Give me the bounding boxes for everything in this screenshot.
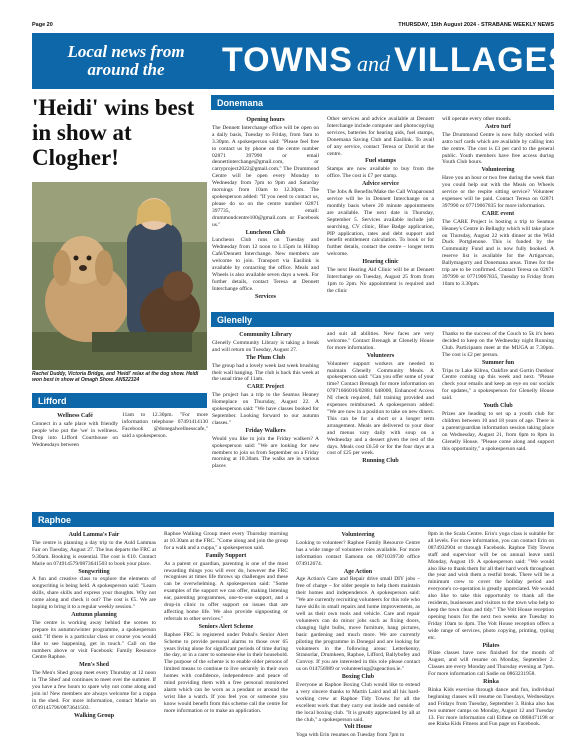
donemana-col3 — [442, 116, 554, 288]
body-paragraph: and suit all abilities. New faces are very welcome." Contact Brenagh at Glenelly House for more information. — [327, 331, 434, 351]
subheading: CARE Project — [246, 384, 285, 391]
subheading: Volt House — [344, 724, 372, 731]
raphoe-col3 — [296, 531, 420, 737]
subheading: The Plum Club — [245, 354, 286, 361]
subheading: Community Library — [239, 332, 292, 338]
body-paragraph: The Drummond Centre is now fully stocked with astro turf cards which are available by calling into the centre. The cost is £3 per card to the general public. Youth members have free access during Youth Club hours. — [442, 131, 554, 166]
banner-subtitle — [46, 43, 206, 79]
subheading: Youth Club — [483, 403, 513, 410]
body-paragraph: The Men's Shed group meet every Thursday at 12 noon in 'The Shed' and continues to meet over the summer. If you have a few hours to spare why not come along and join in! New members are always welcome for a cuppa in the shed. For more information, contact Marie on 0749145796/0873641503. — [32, 670, 156, 711]
subheading: Volunteering — [341, 532, 375, 538]
body-paragraph: The next Hearing Aid Clinic will be at Dennett Interchange on Tuesday, August 25 from from 1pm to 2pm. No appointment is required and the clinic — [327, 267, 434, 294]
subheading: Walking Group — [73, 712, 115, 719]
body-paragraph: Age Action's Care and Repair drive small DIY jobs – free of charge – for older people to help them maintain their homes and independence. A spokesperson said: "We are currently recruiting volunteers for this role who have skills in small repairs and home improvements, as well as their own tools and vehicle. Care and repair volunteers can do minor jobs such as fixing doors, changing light bulbs, move furniture, hang pictures, basic gardening and much more. We are currently piloting the programme in Donegal and are looking for volunteers in the following areas: Letterkenny, Stranorlar, Drumkeen, Raphoe, Lifford, Ballybofey and Convoy. If you are interested in this role please contact us on 014756989 or volunteering@ageaction.ie." — [296, 576, 420, 673]
subheading: Opening hours — [246, 117, 285, 123]
photo-caption: Rachel Duddy, Victoria Bridge, and 'Heidi' relax at the dog show. Heidi won best in show at Omagh Show. AN522324 — [32, 371, 199, 383]
body-paragraph: Trips to Lake Kilrea, Oakfire and Gortin Outdoor Centre coming up this week and next. "Please check your emails and keep an eye on our socials for updates," a spokesperson for Glenelly House said. — [442, 367, 554, 402]
donemana-col2 — [327, 116, 434, 295]
body-paragraph: The centre is planning a day trip to the Auld Lammas Fair on Tuesday, August 27. The bus departs the FRC at 9.30am. Booking is essential. The cost is €10. Contact Marie on 074914579/0873641503 to book your place. — [32, 539, 156, 567]
banner-subtitle-line1: Local news from — [67, 42, 185, 61]
body-paragraph: 11am to 12.30pm. "For more information telephone 07491414130 Facebook @donegalwellnesscafe," said a spokesperson. — [122, 412, 208, 439]
body-paragraph: Have you an hour or two free during the week that you could help out with the Meals on Wheels service or the respite sitting service? Volunteer expenses will be paid. Contact Teresa on 02871 397990 or 07719067835 for more information. — [442, 175, 554, 209]
body-paragraph: The group had a lovely week last week brushing their wall hanging. The club is back this week at the usual time of 11am. — [212, 362, 319, 383]
section-lifford: Lifford — [32, 393, 207, 408]
body-paragraph: Luncheon Club runs on Tuesday and Wednesday from 12 noon to 1.15pm in Hilltop Café/Dennett Interchange. New members are welcome to join. Transport via Easilink is available by contacting the office. Meals and Wheels is also available seven days a week. For further details, contact Teresa at Dennett Interchange office. — [212, 237, 319, 292]
subheading: Age Action — [343, 568, 373, 575]
body-paragraph: Yoga with Erin resumes on Tuesday from 7pm to — [296, 732, 405, 737]
subheading: Auld Lamma's Fair — [68, 532, 120, 538]
donemana-col1 — [212, 116, 319, 302]
subheading: Luncheon Club — [245, 229, 286, 236]
body-paragraph: A fun and creative class to explore the elements of songwriting is being held. A spokesperson said: "Learn skills, share skills and express your thoughts. Why not come along and check it out? The cost is €5. We are hoping to bring it to a regular weekly session." — [32, 576, 156, 611]
body-paragraph: Glenelly Community Library is taking a break and will return on Tuesday, August 27. — [212, 339, 319, 353]
body-paragraph: The Jobs & Benefits/Make the Call Wraparound service will be in Dennett Interchange on a monthly basis where 20 minute appointments are available. The next date is Thursday, September 5. Services available include job searching, CV clinic, Blue Badge application, PIP application, rates and debt support and benefit entitlement calculation. To book or for further details, contact the centre – longer term welcome. — [327, 189, 434, 258]
subheading: Astro turf — [485, 123, 511, 130]
lifford-col1 — [32, 412, 118, 449]
glenelly-col2 — [327, 331, 434, 466]
subheading: Wellness Café — [57, 413, 93, 419]
banner-title-towns: TOWNS — [222, 41, 353, 79]
subheading: Autumn planning — [71, 611, 117, 618]
body-paragraph: will operate every other month. — [442, 116, 512, 122]
glenelly-col3 — [442, 331, 554, 452]
dog-show-photo — [32, 182, 207, 370]
body-paragraph: The Dennett Interchange office will be open on a daily basis, Tuesday to Friday, from 9am to 3.30pm. A spokesperson said: "Please feel free to contact us by phone on the centre number 02871 397990 or email dennettinterchange@gmail.com, or carryproject2022@gmail.com." The Drummond Centre will be open every Monday to Wednesday from 7pm to 9pm and Saturday mornings from 10am to 12.30pm. The spokesperson added: "If you need to contact us, please do so on the centre number 02871 397735, email: drummondcentre100@gmail.com or Facebook us." — [212, 124, 319, 228]
body-paragraph: Pilate classes have now finished for the month of August, and will resume on Monday, September 2. Classes are every Monday and Thursday evening at 7pm. For more information call Sadie on 0863231958. — [428, 650, 554, 678]
raphoe-col4 — [428, 531, 554, 728]
body-paragraph: Rinka Kids exercise through dance and fun, individual beginning classes will resume on Tuesdays, Wednesdays and Fridays from Tuesday, September 3. Rinka also has two summer camps on Monday, August 12 and Tuesday 13. For more information call Eithne on 0868471198 or see Rinka Kids Fitness and Fun page on Facebook. — [428, 686, 554, 728]
raphoe-col1 — [32, 531, 156, 721]
subheading: Boxing Club — [341, 674, 375, 681]
section-glenelly: Glenelly — [211, 312, 554, 327]
subheading: CARE event — [481, 210, 515, 217]
subheading: Family Support — [205, 552, 247, 559]
body-paragraph: Thanks to the success of the Couch to 5k it's been decided to keep on the Wednesday night Running Club. Participants meet at the MUGA at 7.30pm. The cost is £2 per person. — [442, 331, 554, 358]
banner-subtitle-line2: around the — [87, 60, 165, 79]
page-header — [32, 22, 554, 32]
raphoe-col2 — [164, 531, 288, 715]
body-paragraph: 8pm in the Scala Centre. Erin's yoga class is suitable for all levels. For more information, you can contact Erin on 0874932904 or through Facebook. Raphoe Tidy Towns staff and supervisor will be on annual leave until Monday, August 19. A spokesperson said: "We would also like to thank them for all their hard work throughout the year and wish them a restful break. There will be a minimum crew to cover the holiday period and everyone's co-operation is greatly appreciated. We would also like to take this opportunity to thank all the residents, businesses and visitors to the town who help to keep the town clean and tidy." The Volt House reception opening hours for the next two weeks are Tuesday to Friday 10am to 4pm. The Volt House reception offers a wide range of services, photo copying, printing, typing etc. — [428, 531, 554, 641]
body-paragraph: Prizes are heading to set up a youth club for children between 10 and 18 years of age. There is a parent/guardian information session taking place on Wednesday, August 21, from 6pm to 8pm in Glenelly House. "Please come along and support this opportunity," a spokesperson said. — [442, 410, 554, 452]
body-paragraph: Looking to volunteer? Raphoe Family Resource Centre has a wide range of volunteer roles available. For more information contact Eamonn on 0871039730 office 074912674. — [296, 539, 420, 567]
body-paragraph: The project has a trip to the Seamus Heaney Homeplace on Thursday, August 22. A spokesperson said: "We have classes booked for September. Looking forward to our autumn classes." — [212, 392, 319, 426]
banner-title-and: and — [356, 51, 390, 76]
section-donemana: Donemana — [211, 95, 554, 110]
body-paragraph: Everyone at Raphoe Boxing Club would like to extend a very sincere thanks to Martin Laird and all his hard-working crew at Raphoe Tidy Towns for all the excellent work that they carry out inside and outside of the local boxing club. "It is greatly appreciated by all at the club," a spokesperson said. — [296, 682, 420, 723]
subheading: Running Club — [362, 458, 399, 465]
body-paragraph: Other services and advice available at Dennett Interchange include computer and photocopying services, batteries for hearing aids, fuel stamps, Donemana Saving Club and Easilink. To avail of any service, contact Teresa or David at the centre. — [327, 116, 434, 157]
subheading: Friday Walkers — [245, 427, 286, 434]
banner-title — [222, 41, 572, 80]
body-paragraph: Connect in a safe place with friendly people who put the 'we' in wellness. Drop into Lifford Courthouse on Wednesdays between — [32, 420, 118, 448]
subheading: Rinka — [483, 679, 499, 686]
section-banner — [32, 33, 572, 89]
body-paragraph: Stamps are now available to buy from the office. The cost is £7 per stamp. — [327, 166, 434, 180]
body-paragraph: As a parent or guardian, parenting is one of the most rewarding things you will ever do, however the FRC recognises at times life throws up challenges and these can be overwhelming. A spokesperson said: "Some examples of the support we can offer, making listening ear, parenting programmes, one-to-one support, and a drop-in clinic to offer support on issues that are affecting home life. We also provide signposting or referrals to other services." — [164, 560, 288, 622]
body-paragraph: Raphoe FRC is registered under Pobal's Senior Alert Scheme to provide personal alarms to those over 65 years living alone for significant periods of time during the day, or in a carer to someone else in their household. The purpose of the scheme is to enable older persons of limited means to continue to live securely in their own homes with confidence, independence and peace of mind providing them with a free personal monitored alarm which can be worn as a pendant or around the wrist like a watch. If you feel you or someone you know would benefit from this scheme call the centre for more information or to make an application. — [164, 631, 288, 714]
lifford-col2 — [122, 412, 208, 440]
subheading: Hearing clinic — [362, 259, 399, 266]
body-paragraph: The centre is working away behind the scenes to prepare its autumn/winter programme, a spokesperson said: "If there is a particular class or course you would like to see happening, get in touch." Call on the numbers above or visit Facebook: Family Resource Centre Raphoe. — [32, 619, 156, 661]
subheading: Pilates — [482, 642, 500, 649]
section-raphoe: Raphoe — [32, 512, 554, 527]
page-number: Page 20 — [32, 22, 53, 28]
subheading: Services — [255, 293, 276, 300]
subheading: Volunteers — [366, 352, 395, 359]
subheading: Advice service — [362, 181, 399, 188]
subheading: Seniors Alert Scheme — [198, 623, 254, 630]
body-paragraph: Would you like to join the Friday walkers? A spokesperson said: "We are looking for new members to join us from September on a Friday morning at 10.30am. The walks are in various places — [212, 435, 319, 470]
subheading: Songwriting — [78, 568, 110, 575]
banner-title-villages: VILLAGES — [393, 41, 572, 79]
subheading: Fuel stamps — [365, 158, 396, 165]
subheading: Summer fun — [481, 359, 515, 366]
subheading: Men's Shed — [79, 662, 109, 669]
subheading: Volunteering — [481, 167, 515, 174]
dateline: THURSDAY, 15th August 2024 - STRABANE WEEKLY NEWS — [398, 22, 554, 28]
glenelly-col1 — [212, 331, 319, 470]
body-paragraph: The CARE Project is hosting a trip to Seamus Heaney's Centre in Bellaghy which will take place on Thursday, August 22 with dinner at the Wild Duck Portglenone. This is funded by the Community Fund and is now fully booked. A reserve list is available for the Artigarvan, Ballymagorry and Donemana areas. Times for the trip are to be confirmed. Contact Teresa on 02871 397990 or 07719067835, Tuesday to Friday from 10am to 3.30pm. — [442, 218, 554, 287]
headline: 'Heidi' wins best in show at Clogher! — [32, 95, 195, 170]
body-paragraph: Volunteer support workers are needed to maintain Glenelly Community Meals. A spokesperson said: "Can you offer some of your time? Contact Brenagh for more information on 07871666016/02881 648000, Enhanced Access NI check required, full training provided and expenses reimbursed. A spokesperson added: "We are now in a position to take on new diners. This can be for a short or a longer term arrangement. Meals are delivered to your door and menus vary daily with soup on a Wednesday and a dessert given the rest of the days. Meals cost £6.50 or for the four days at a cost of £25 per week. — [327, 360, 434, 457]
body-paragraph: Raphoe Walking Group meet every Thursday morning at 10.30am at the FRC. "Come along and join the group for a walk and a cuppa," a spokesperson said. — [164, 531, 288, 551]
